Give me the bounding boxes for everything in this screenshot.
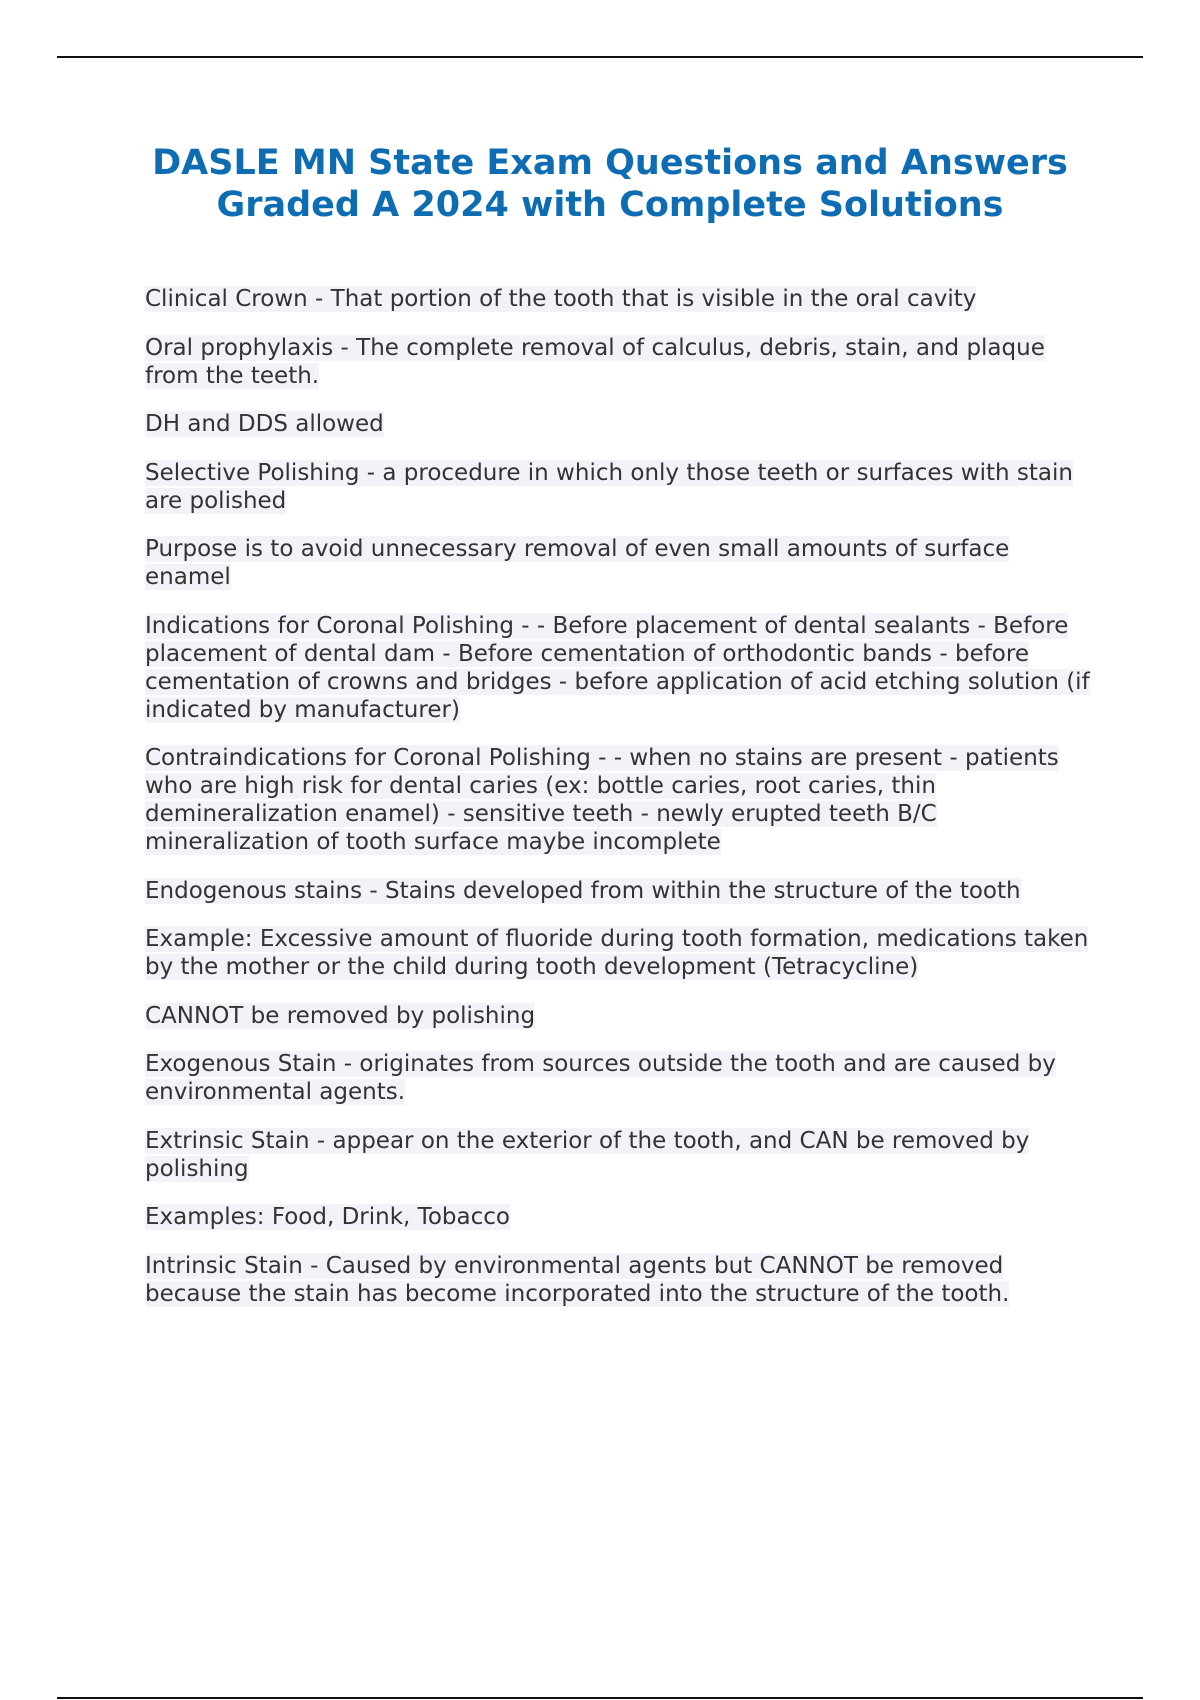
entry-text: Contraindications for Coronal Polishing - - when no stains are present - patients who are high risk for dental caries (ex: bottle caries, root caries, thin demineralization enamel) - sensitive teeth - newly erupted teeth B/C mineralization of tooth surface maybe incomplete [145,745,1059,855]
entry-extrinsic-examples [145,1203,1090,1231]
entry-endogenous-example [145,925,1090,981]
entry-indications [145,612,1090,724]
entry-clinical-crown [145,285,1090,313]
entry-dh-dds-allowed [145,410,1090,438]
entry-text: Indications for Coronal Polishing - - Before placement of dental sealants - Before placement of dental dam - Before cementation of orthodontic bands - before cementation of crowns and bridges - before application of acid etching solution (if indicated by manufacturer) [145,612,1090,723]
entry-endogenous-stains [145,877,1090,905]
top-divider [57,56,1143,58]
entry-selective-polishing [145,459,1090,515]
entry-text: Endogenous stains - Stains developed from within the structure of the tooth [145,877,1021,904]
document-body [145,285,1090,1328]
entry-text: Examples: Food, Drink, Tobacco [145,1204,510,1230]
entry-cannot-be-removed [145,1002,1090,1030]
entry-text: Purpose is to avoid unnecessary removal of even small amounts of surface enamel [145,536,1010,590]
entry-oral-prophylaxis [145,334,1090,390]
entry-text: Clinical Crown - That portion of the tooth that is visible in the oral cavity [145,286,977,312]
entry-text: Selective Polishing - a procedure in which only those teeth or surfaces with stain are polished [145,459,1073,514]
entry-text: CANNOT be removed by polishing [145,1002,536,1029]
entry-extrinsic-stain [145,1127,1090,1183]
entry-intrinsic-stain [145,1252,1090,1308]
bottom-divider [57,1697,1143,1699]
entry-text: Exogenous Stain - originates from sources outside the tooth and are caused by environmental agents. [145,1051,1056,1105]
entry-text: DH and DDS allowed [145,411,384,437]
entry-text: Extrinsic Stain - appear on the exterior of the tooth, and CAN be removed by polishing [145,1127,1030,1182]
entry-text: Intrinsic Stain - Caused by environmental agents but CANNOT be removed because the stain has become incorporated into the structure of the tooth. [145,1252,1010,1307]
entry-exogenous-stain [145,1050,1090,1106]
entry-contraindications [145,744,1090,856]
entry-text: Example: Excessive amount of fluoride during tooth formation, medications taken by the mother or the child during tooth development (Tetracycline) [145,926,1089,980]
document-title: DASLE MN State Exam Questions and Answers Graded A 2024 with Complete Solutions [152,143,1068,225]
entry-purpose [145,535,1090,591]
entry-text: Oral prophylaxis - The complete removal of calculus, debris, stain, and plaque from the teeth. [145,334,1045,389]
